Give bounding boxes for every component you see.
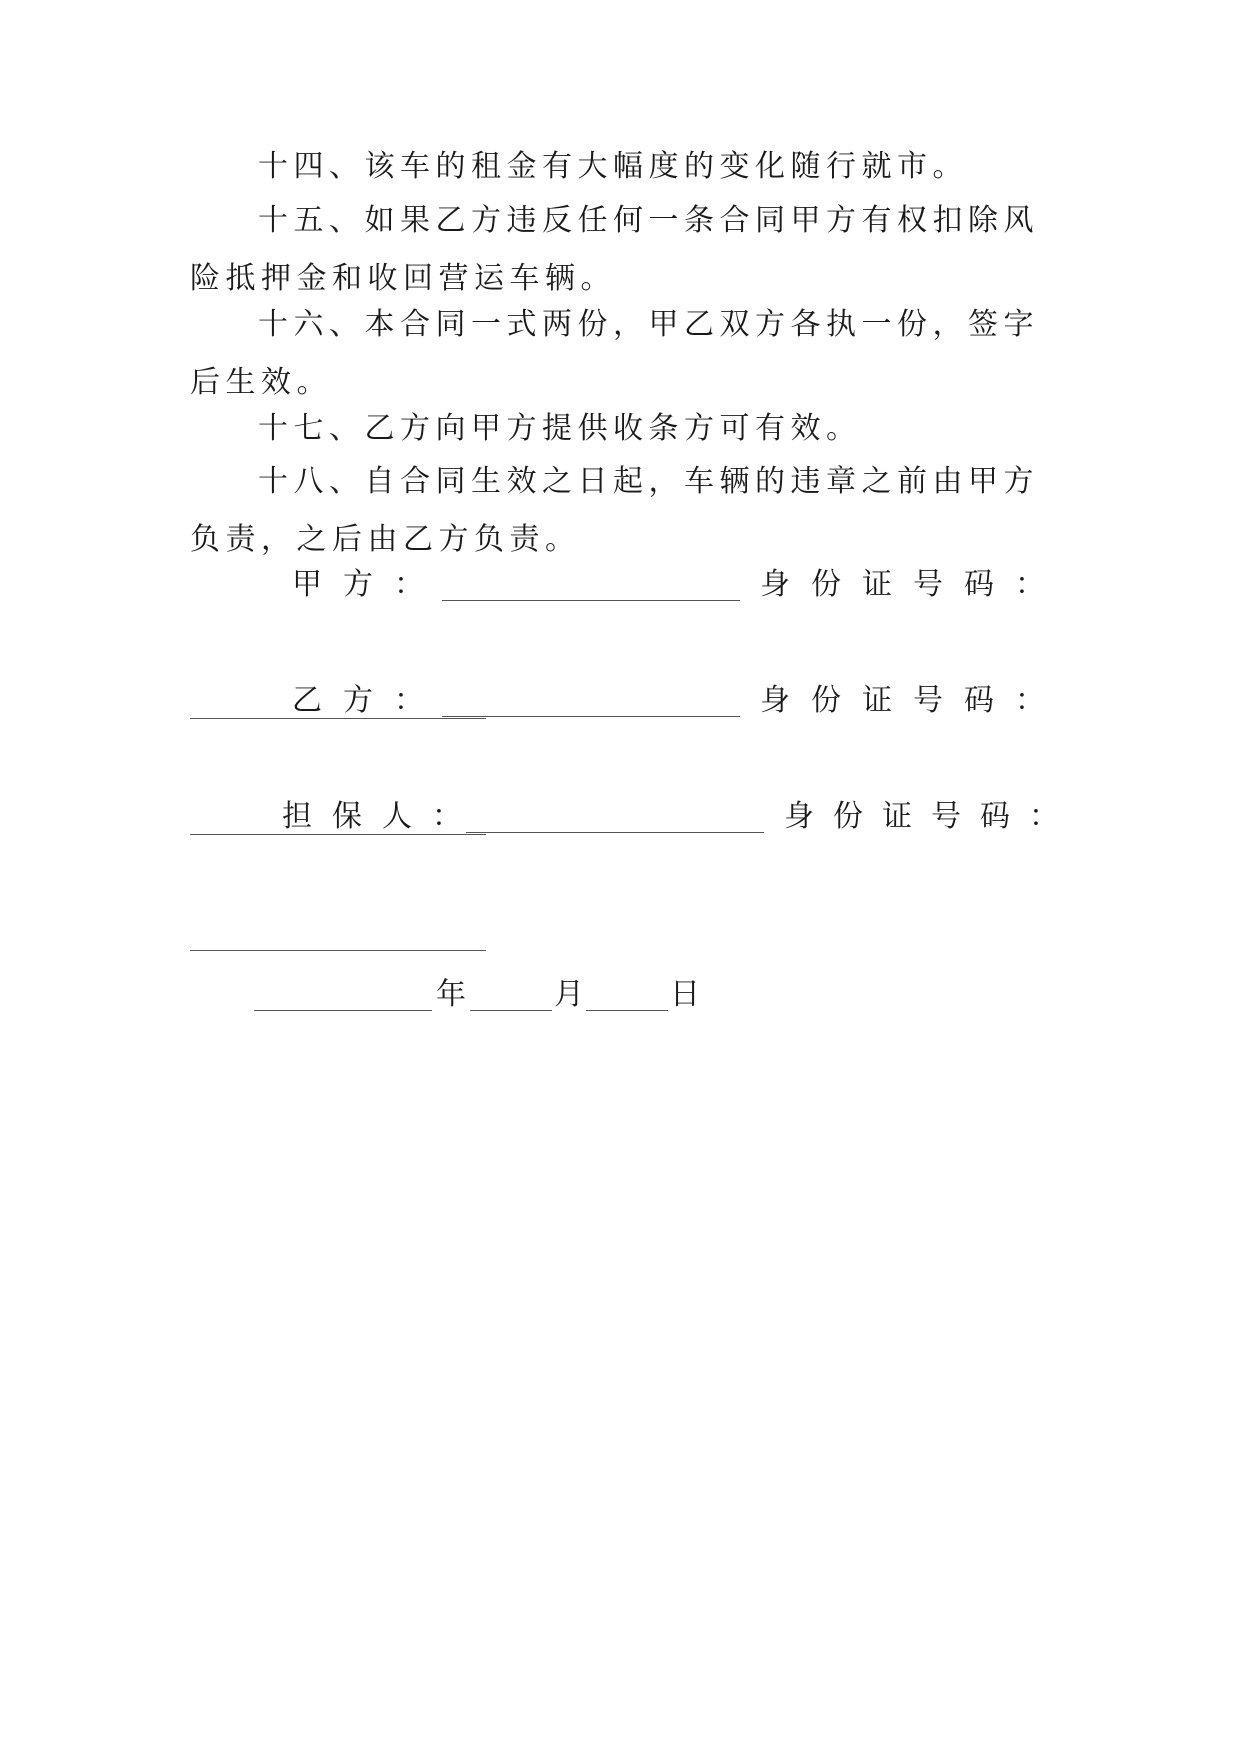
- party-a-label: 甲方：: [292, 567, 445, 602]
- clause-18: 十八、自合同生效之日起，车辆的违章之前由甲方负责，之后由乙方负责。: [190, 464, 1039, 557]
- date-row: [190, 966, 1050, 1024]
- guarantor-name-blank[interactable]: [466, 832, 764, 833]
- year-label: 年: [436, 977, 466, 1012]
- party-b-name-blank[interactable]: [442, 716, 740, 717]
- clause-16: 十六、本合同一式两份，甲乙双方各执一份，签字后生效。: [190, 307, 1039, 400]
- clause-14: 十四、该车的租金有大幅度的变化随行就市。: [258, 149, 968, 184]
- party-b-label: 乙方：: [292, 683, 445, 718]
- clause-15: 十五、如果乙方违反任何一条合同甲方有权扣除风险抵押金和收回营运车辆。: [190, 203, 1039, 296]
- month-blank[interactable]: [470, 1010, 552, 1011]
- party-b-id-label: 身份证号码：: [760, 683, 1066, 718]
- party-a-name-blank[interactable]: [442, 600, 740, 601]
- year-blank[interactable]: [254, 1010, 432, 1011]
- guarantor-label: 担保人：: [282, 799, 482, 834]
- party-a-signature-row: [190, 556, 1066, 614]
- guarantor-id-label: 身份证号码：: [784, 799, 1078, 834]
- day-blank[interactable]: [586, 1010, 668, 1011]
- guarantor-id-blank[interactable]: [190, 950, 486, 951]
- party-b-signature-row: [190, 672, 1066, 730]
- guarantor-signature-row: [190, 788, 1078, 846]
- month-label: 月: [554, 977, 584, 1012]
- clause-17: 十七、乙方向甲方提供收条方可有效。: [258, 411, 862, 446]
- day-label: 日: [670, 977, 700, 1012]
- party-a-id-label: 身份证号码：: [760, 567, 1066, 602]
